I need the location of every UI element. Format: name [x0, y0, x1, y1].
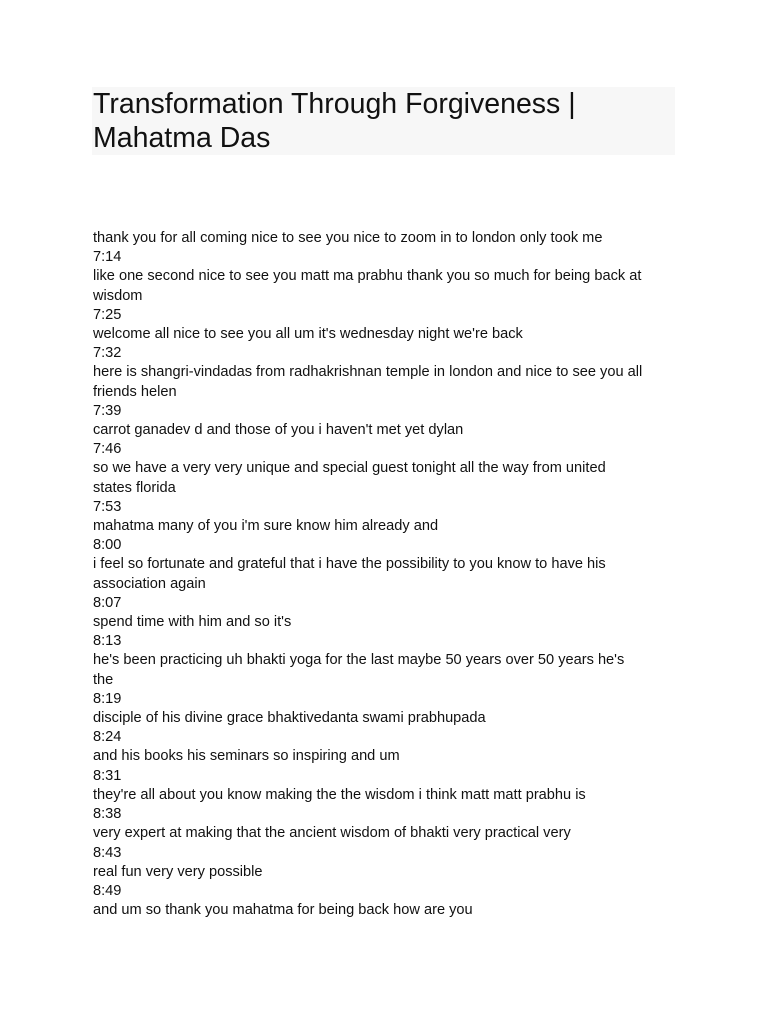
title-line: Transformation Through Forgiveness |	[93, 88, 576, 120]
transcript-line: so we have a very very unique and special guest tonight all the way from united	[93, 460, 606, 477]
transcript-line: like one second nice to see you matt ma prabhu thank you so much for being back at	[93, 268, 642, 285]
transcript-line: mahatma many of you i'm sure know him already and	[93, 518, 439, 535]
transcript-line: and his books his seminars so inspiring and um	[93, 748, 400, 765]
transcript-line: carrot ganadev d and those of you i haven't met yet dylan	[93, 422, 464, 439]
transcript-line: welcome all nice to see you all um it's wednesday night we're back	[93, 326, 523, 343]
transcript-line: friends helen	[93, 383, 177, 400]
transcript-line: and um so thank you mahatma for being back how are you	[93, 902, 473, 919]
transcript-line: real fun very very possible	[93, 863, 263, 880]
timestamp: 8:38	[93, 806, 122, 823]
transcript-line: he's been practicing uh bhakti yoga for the last maybe 50 years over 50 years he's	[93, 652, 625, 669]
timestamp: 8:31	[93, 767, 122, 784]
transcript-line: very expert at making that the ancient wisdom of bhakti very practical very	[93, 825, 571, 842]
timestamp: 7:46	[93, 441, 122, 458]
timestamp: 8:43	[93, 844, 122, 861]
timestamp: 8:00	[93, 537, 122, 554]
timestamp: 8:19	[93, 690, 122, 707]
timestamp: 8:13	[93, 633, 122, 650]
timestamp: 7:32	[93, 345, 122, 362]
transcript-line: they're all about you know making the the wisdom i think matt matt prabhu is	[93, 786, 586, 803]
transcript-line: i feel so fortunate and grateful that i have the possibility to you know to have his	[93, 556, 606, 573]
transcript-line: the	[93, 671, 114, 688]
timestamp: 7:25	[93, 306, 122, 323]
transcript-body	[93, 229, 683, 920]
timestamp: 7:14	[93, 249, 122, 266]
transcript-line: here is shangri-vindadas from radhakrishnan temple in london and nice to see you all	[93, 364, 643, 381]
transcript-line: spend time with him and so it's	[93, 614, 292, 631]
transcript-line: states florida	[93, 479, 176, 496]
transcript-line: wisdom	[93, 287, 143, 304]
timestamp: 7:39	[93, 402, 122, 419]
timestamp: 8:07	[93, 594, 122, 611]
transcript-line: thank you for all coming nice to see you nice to zoom in to london only took me	[93, 230, 603, 246]
transcript-line: disciple of his divine grace bhaktivedanta swami prabhupada	[93, 710, 486, 727]
timestamp: 8:49	[93, 882, 122, 899]
timestamp: 7:53	[93, 498, 122, 515]
timestamp: 8:24	[93, 729, 122, 746]
document-title	[92, 87, 675, 155]
title-line: Mahatma Das	[93, 122, 271, 154]
transcript-line: association again	[93, 575, 206, 592]
